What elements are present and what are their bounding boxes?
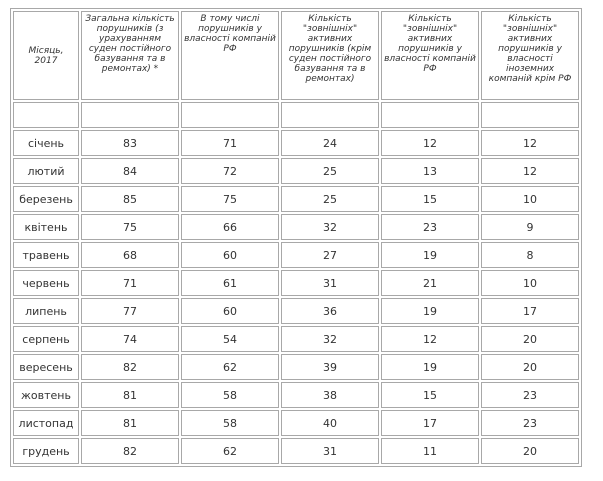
month-cell: грудень [13,438,79,464]
rf-owned-cell: 72 [181,158,279,184]
external-active-cell: 32 [281,214,379,240]
header-rf-owned-violators: В тому числі порушників у власності компаній РФ [181,11,279,100]
external-active-cell: 38 [281,382,379,408]
total-cell: 68 [81,242,179,268]
external-active-cell: 36 [281,298,379,324]
table-row [13,326,579,352]
table-row [13,158,579,184]
month-cell: вересень [13,354,79,380]
external-rf-cell: 17 [381,410,479,436]
total-cell: 82 [81,438,179,464]
total-cell: 81 [81,410,179,436]
external-active-cell: 32 [281,326,379,352]
blank-cell [81,102,179,128]
blank-cell [281,102,379,128]
external-active-cell: 31 [281,270,379,296]
external-foreign-cell: 12 [481,130,579,156]
external-rf-cell: 21 [381,270,479,296]
external-foreign-cell: 10 [481,186,579,212]
header-external-active-violators: Кількість "зовнішніх" активних порушників (крім суден постійного базування та в ремонтах) [281,11,379,100]
header-external-rf-owned: Кількість "зовнішніх" активних порушників у власності компаній РФ [381,11,479,100]
external-rf-cell: 12 [381,130,479,156]
external-foreign-cell: 10 [481,270,579,296]
external-rf-cell: 11 [381,438,479,464]
external-foreign-cell: 12 [481,158,579,184]
rf-owned-cell: 62 [181,354,279,380]
total-cell: 75 [81,214,179,240]
table-row [13,354,579,380]
external-active-cell: 25 [281,186,379,212]
blank-cell [13,102,79,128]
external-rf-cell: 19 [381,354,479,380]
rf-owned-cell: 54 [181,326,279,352]
month-cell: березень [13,186,79,212]
total-cell: 85 [81,186,179,212]
table-row [13,298,579,324]
rf-owned-cell: 60 [181,242,279,268]
month-cell: червень [13,270,79,296]
total-cell: 82 [81,354,179,380]
table-row [13,270,579,296]
header-row [13,11,579,100]
external-foreign-cell: 8 [481,242,579,268]
external-active-cell: 27 [281,242,379,268]
external-foreign-cell: 23 [481,410,579,436]
rf-owned-cell: 75 [181,186,279,212]
total-cell: 77 [81,298,179,324]
rf-owned-cell: 58 [181,410,279,436]
header-total-violators: Загальна кількість порушників (з урахуванням суден постійного базування та в ремонтах) * [81,11,179,100]
external-rf-cell: 19 [381,298,479,324]
external-foreign-cell: 20 [481,438,579,464]
table-row [13,438,579,464]
month-cell: січень [13,130,79,156]
blank-row [13,102,579,128]
external-active-cell: 24 [281,130,379,156]
external-foreign-cell: 17 [481,298,579,324]
month-cell: липень [13,298,79,324]
external-rf-cell: 12 [381,326,479,352]
blank-cell [481,102,579,128]
external-foreign-cell: 9 [481,214,579,240]
external-foreign-cell: 23 [481,382,579,408]
external-rf-cell: 15 [381,186,479,212]
header-month: Місяць, 2017 [13,11,79,100]
rf-owned-cell: 60 [181,298,279,324]
external-rf-cell: 23 [381,214,479,240]
table-row [13,214,579,240]
month-cell: лютий [13,158,79,184]
table-row [13,186,579,212]
header-external-foreign-owned: Кількість "зовнішніх" активних порушників у власності іноземних компаній крім РФ [481,11,579,100]
month-cell: квітень [13,214,79,240]
rf-owned-cell: 66 [181,214,279,240]
month-cell: травень [13,242,79,268]
rf-owned-cell: 62 [181,438,279,464]
table-row [13,130,579,156]
rf-owned-cell: 61 [181,270,279,296]
month-cell: серпень [13,326,79,352]
external-foreign-cell: 20 [481,326,579,352]
external-active-cell: 40 [281,410,379,436]
table-row [13,382,579,408]
external-active-cell: 31 [281,438,379,464]
total-cell: 84 [81,158,179,184]
rf-owned-cell: 71 [181,130,279,156]
external-active-cell: 25 [281,158,379,184]
blank-cell [181,102,279,128]
external-rf-cell: 19 [381,242,479,268]
total-cell: 83 [81,130,179,156]
month-cell: жовтень [13,382,79,408]
total-cell: 71 [81,270,179,296]
table-row [13,410,579,436]
external-rf-cell: 13 [381,158,479,184]
total-cell: 81 [81,382,179,408]
table-row [13,242,579,268]
violators-table [10,8,582,467]
month-cell: листопад [13,410,79,436]
rf-owned-cell: 58 [181,382,279,408]
blank-cell [381,102,479,128]
external-rf-cell: 15 [381,382,479,408]
external-active-cell: 39 [281,354,379,380]
total-cell: 74 [81,326,179,352]
external-foreign-cell: 20 [481,354,579,380]
